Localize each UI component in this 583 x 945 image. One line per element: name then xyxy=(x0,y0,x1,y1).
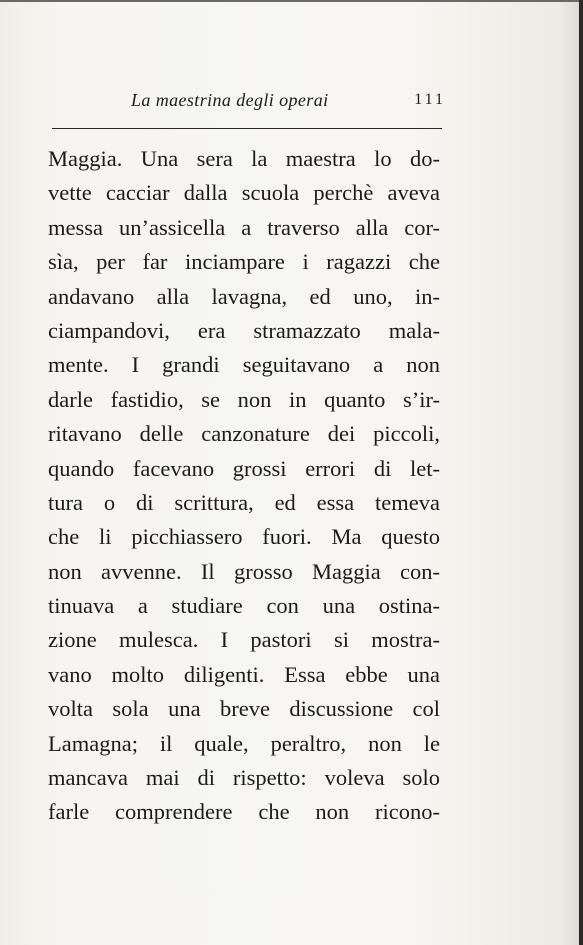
text-line: vette cacciar dalla scuola perchè aveva xyxy=(48,180,440,206)
text-line: farle comprendere che non ricono- xyxy=(48,799,440,825)
running-head xyxy=(50,90,446,114)
text-line: darle fastidio, se non in quanto s’ir- xyxy=(48,386,440,412)
text-line: tinuava a studiare con una ostina- xyxy=(48,593,440,619)
body-text xyxy=(48,142,440,830)
text-line: ritavano delle canzonature dei piccoli, xyxy=(48,421,440,447)
running-head-title: La maestrina degli operai xyxy=(131,90,329,110)
text-line: quando facevano grossi errori di let- xyxy=(48,455,440,481)
page-right-edge xyxy=(579,0,583,945)
text-line: Maggia. Una sera la maestra lo do- xyxy=(48,146,440,171)
page-top-edge xyxy=(0,0,583,2)
text-line: ciampandovi, era stramazzato mala- xyxy=(48,317,440,343)
text-line: vano molto diligenti. Essa ebbe una xyxy=(48,661,440,687)
text-line: Lamagna; il quale, peraltro, non le xyxy=(48,730,440,756)
text-line: non avvenne. Il grosso Maggia con- xyxy=(48,558,440,584)
text-line: mancava mai di rispetto: voleva solo xyxy=(48,765,440,791)
text-line: tura o di scrittura, ed essa temeva xyxy=(48,489,440,515)
text-line: zione mulesca. I pastori si mostra- xyxy=(48,627,440,653)
text-line: messa un’assicella a traverso alla cor- xyxy=(48,214,440,240)
text-line: sìa, per far inciampare i ragazzi che xyxy=(48,249,440,275)
page-number: 111 xyxy=(414,91,446,108)
text-line: andavano alla lavagna, ed uno, in- xyxy=(48,283,440,309)
text-line: volta sola una breve discussione col xyxy=(48,696,440,722)
header-rule xyxy=(52,128,442,129)
text-line: che li picchiassero fuori. Ma questo xyxy=(48,524,440,550)
text-line: mente. I grandi seguitavano a non xyxy=(48,352,440,378)
